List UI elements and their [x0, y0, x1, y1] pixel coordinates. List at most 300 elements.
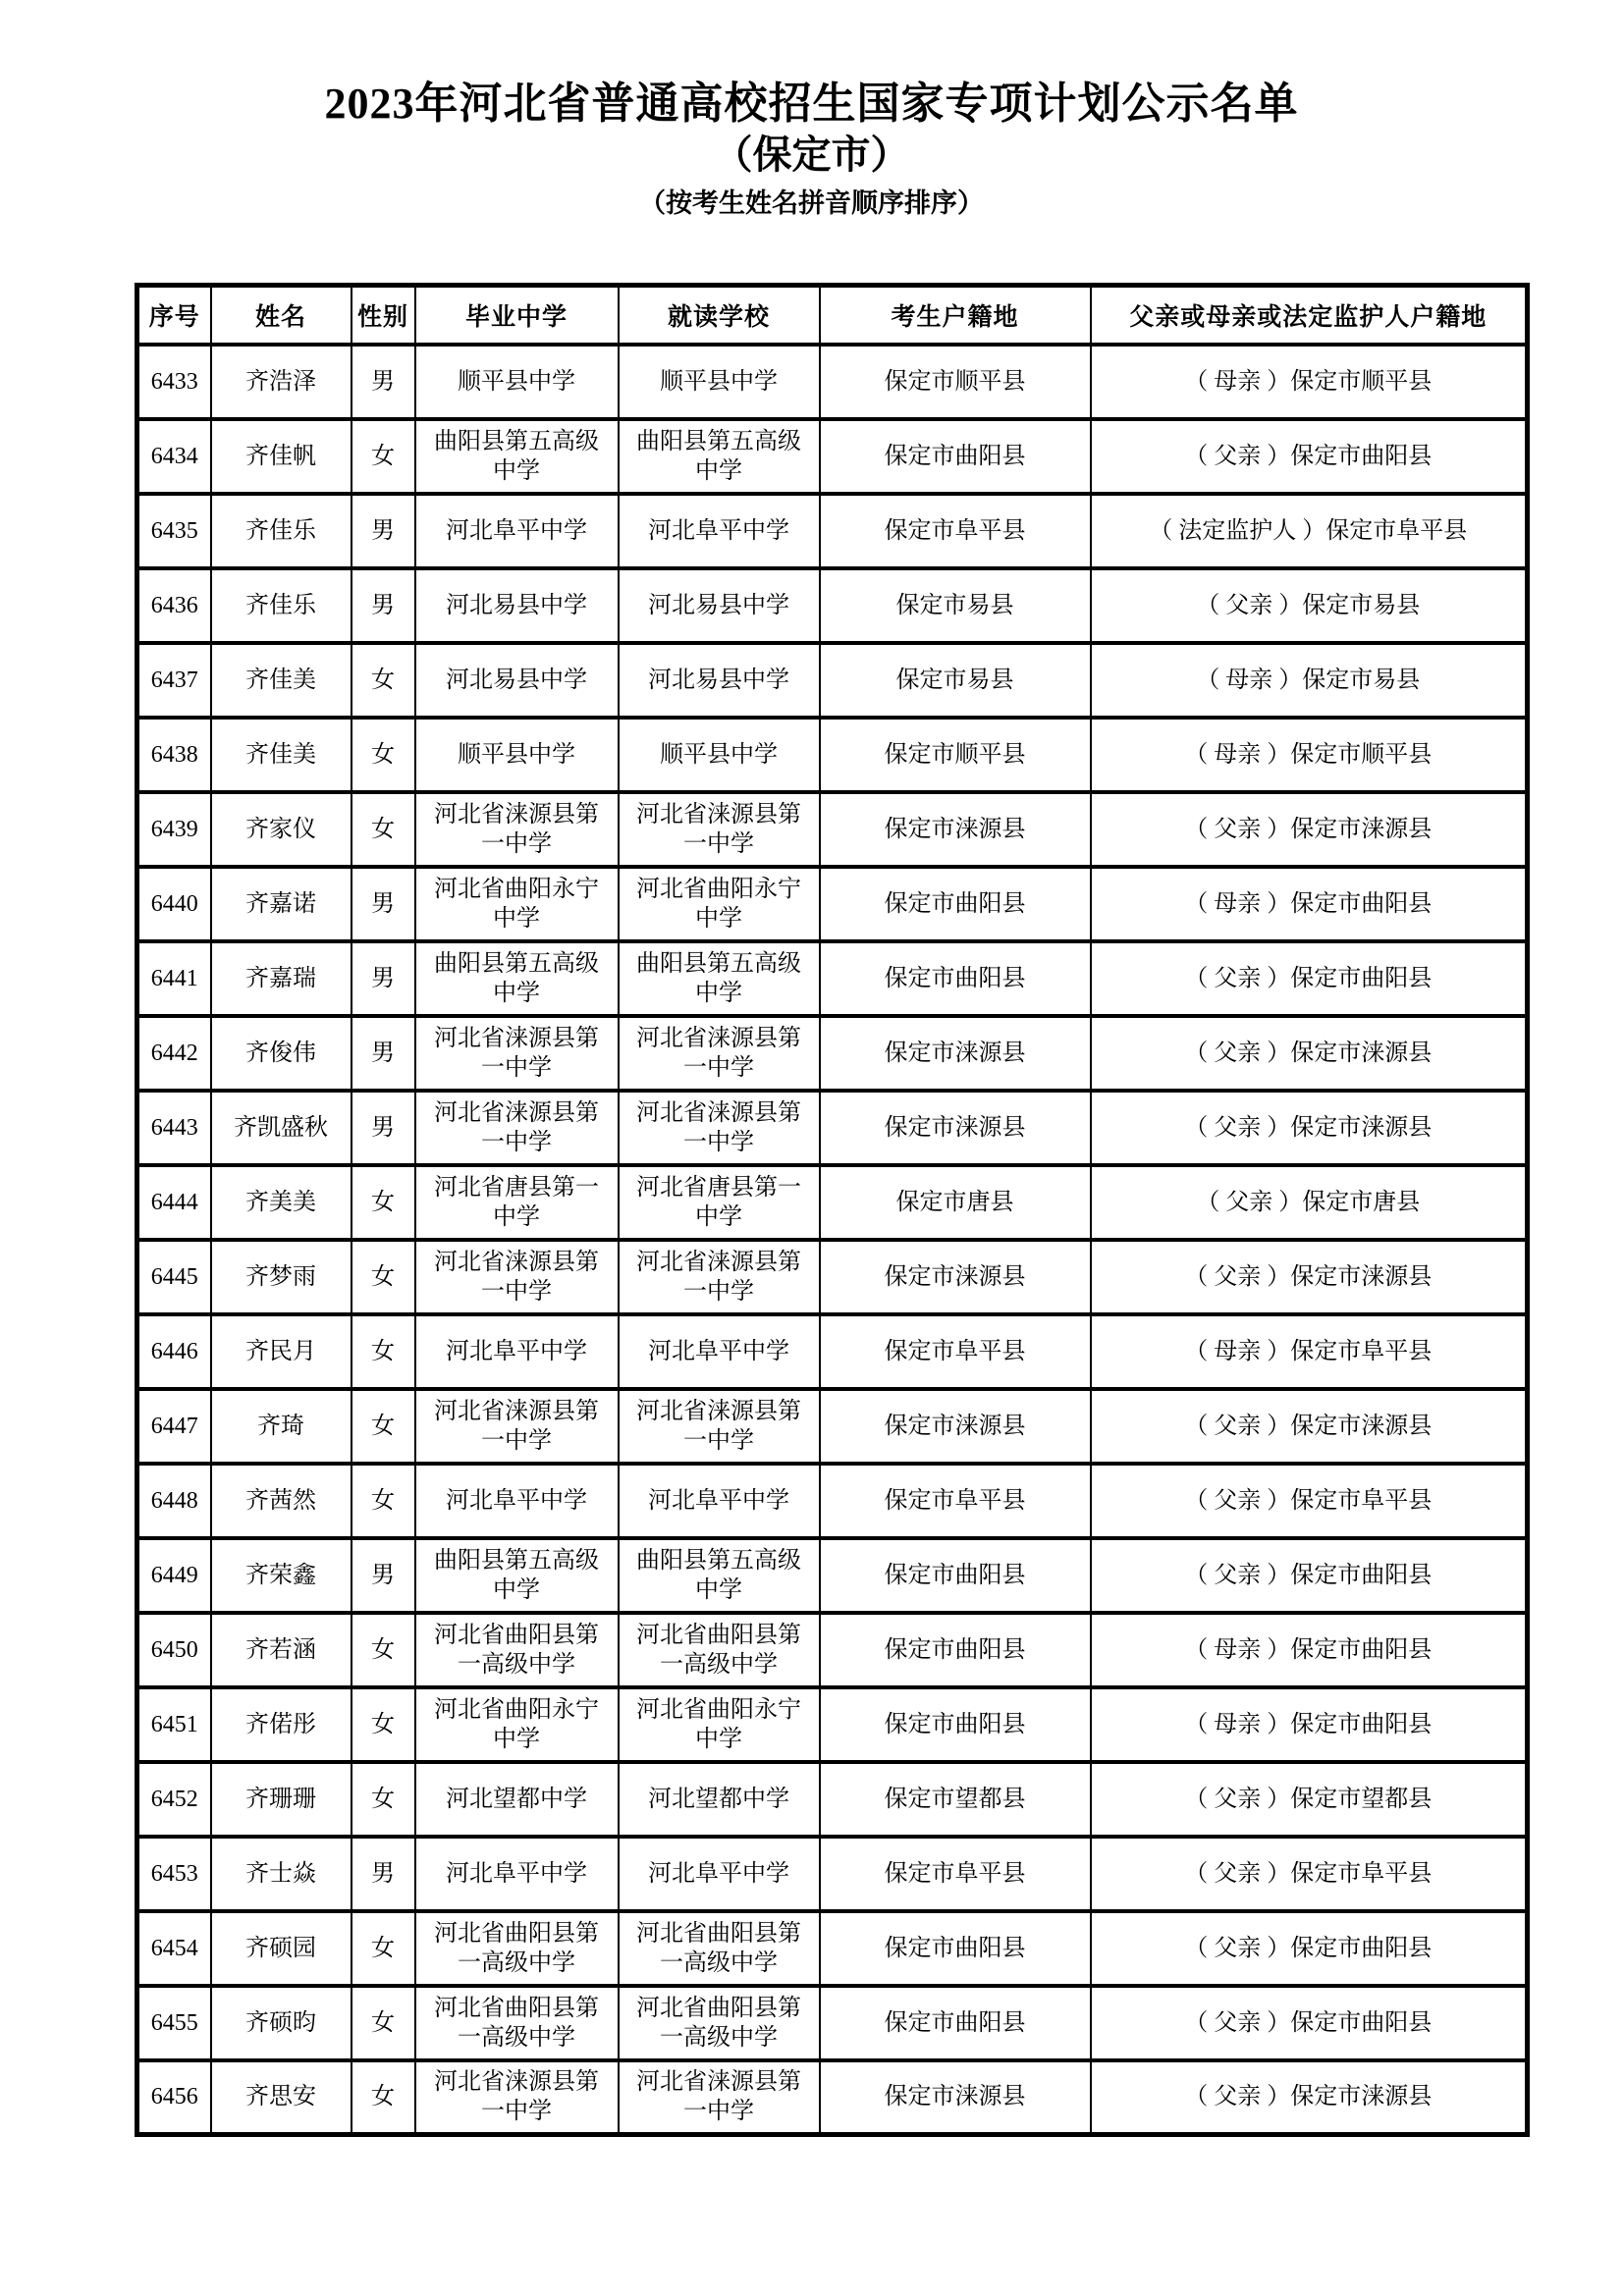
gender-text: 女 [371, 1935, 395, 1961]
guardian-residence-cell [1091, 1911, 1528, 1986]
page-title: 2023年河北省普通高校招生国家专项计划公示名单 [324, 80, 1299, 128]
grad-school-text: 河北省曲阳县第一高级中学 [434, 1920, 599, 1976]
serial-text: 6453 [150, 1860, 198, 1887]
name-text: 齐佳帆 [245, 443, 316, 469]
table-row [137, 1389, 1528, 1464]
grad-school-cell [415, 718, 619, 792]
gender-cell [352, 1911, 415, 1986]
serial-text: 6440 [150, 890, 198, 917]
serial-cell [137, 1687, 211, 1762]
attend-school-cell [619, 1091, 820, 1165]
attend-school-cell [619, 494, 820, 568]
name-text: 齐琦 [257, 1413, 304, 1439]
guardian-residence-text: （ 父亲 ）保定市涞源县 [1184, 1114, 1433, 1141]
guardian-residence-text: （ 父亲 ）保定市曲阳县 [1184, 1935, 1433, 1961]
table-body [137, 345, 1528, 2135]
name-cell [211, 1464, 352, 1538]
name-text: 齐凯盛秋 [234, 1114, 328, 1141]
gender-text: 女 [371, 1189, 395, 1215]
gender-text: 男 [371, 1860, 395, 1887]
gender-text: 女 [371, 667, 395, 693]
candidate-residence-cell [820, 1464, 1091, 1538]
table-row [137, 1837, 1528, 1911]
gender-text: 女 [371, 443, 395, 469]
guardian-residence-cell [1091, 867, 1528, 941]
gender-cell [352, 792, 415, 867]
candidate-residence-text: 保定市易县 [895, 592, 1014, 618]
gender-text: 女 [371, 1263, 395, 1290]
guardian-residence-text: （ 父亲 ）保定市涞源县 [1184, 816, 1433, 842]
candidate-residence-cell [820, 1016, 1091, 1091]
name-text: 齐家仪 [245, 816, 316, 842]
guardian-residence-text: （ 母亲 ）保定市曲阳县 [1184, 1711, 1433, 1737]
serial-text: 6449 [150, 1562, 198, 1588]
name-cell [211, 2060, 352, 2135]
table-row [137, 2060, 1528, 2135]
serial-text: 6436 [150, 592, 198, 618]
grad-school-text: 河北省涞源县第一中学 [434, 1398, 599, 1454]
serial-cell [137, 1538, 211, 1613]
candidate-residence-cell [820, 1613, 1091, 1687]
gender-text: 女 [371, 2084, 395, 2110]
grad-school-text: 河北省涞源县第一中学 [434, 2069, 599, 2125]
name-cell [211, 718, 352, 792]
grad-school-text: 河北望都中学 [446, 1786, 587, 1812]
grad-school-cell [415, 1837, 619, 1911]
attend-school-text: 河北省涞源县第一中学 [636, 1025, 801, 1081]
table-row [137, 1687, 1528, 1762]
grad-school-text: 河北省涞源县第一中学 [434, 1249, 599, 1305]
name-cell [211, 792, 352, 867]
gender-cell [352, 1464, 415, 1538]
attend-school-cell [619, 1240, 820, 1314]
attend-school-text: 河北易县中学 [648, 667, 789, 693]
gender-text: 男 [371, 1114, 395, 1141]
grad-school-cell [415, 1538, 619, 1613]
name-text: 齐荣鑫 [245, 1562, 316, 1588]
grad-school-text: 河北阜平中学 [446, 1860, 587, 1887]
serial-text: 6437 [150, 667, 198, 693]
grad-school-cell [415, 1464, 619, 1538]
grad-school-cell [415, 419, 619, 494]
guardian-residence-text: （ 父亲 ）保定市涞源县 [1184, 1040, 1433, 1066]
candidate-residence-text: 保定市涞源县 [884, 1114, 1026, 1141]
name-text: 齐若涵 [245, 1636, 316, 1663]
name-cell [211, 419, 352, 494]
candidate-residence-text: 保定市阜平县 [884, 1487, 1026, 1514]
candidate-residence-text: 保定市涞源县 [884, 2084, 1026, 2110]
candidate-residence-text: 保定市唐县 [895, 1189, 1014, 1215]
attend-school-text: 河北省涞源县第一中学 [636, 1398, 801, 1454]
attend-school-cell [619, 1016, 820, 1091]
serial-cell [137, 1762, 211, 1837]
gender-text: 女 [371, 1711, 395, 1737]
serial-text: 6443 [150, 1114, 198, 1141]
name-cell [211, 643, 352, 718]
table-row [137, 1613, 1528, 1687]
candidate-residence-text: 保定市曲阳县 [884, 1636, 1026, 1663]
grad-school-text: 河北省涞源县第一中学 [434, 801, 599, 857]
guardian-residence-text: （ 父亲 ）保定市涞源县 [1184, 2084, 1433, 2110]
gender-cell [352, 1389, 415, 1464]
serial-text: 6438 [150, 741, 198, 768]
attend-school-text: 曲阳县第五高级中学 [636, 1547, 801, 1603]
attend-school-cell [619, 643, 820, 718]
guardian-residence-cell [1091, 1986, 1528, 2060]
gender-cell [352, 1986, 415, 2060]
attend-school-text: 河北阜平中学 [648, 1338, 789, 1364]
candidate-residence-cell [820, 1389, 1091, 1464]
name-text: 齐美美 [245, 1189, 316, 1215]
guardian-residence-text: （ 父亲 ）保定市望都县 [1184, 1786, 1433, 1812]
guardian-residence-text: （ 母亲 ）保定市顺平县 [1184, 368, 1433, 395]
gender-cell [352, 1091, 415, 1165]
guardian-residence-cell [1091, 718, 1528, 792]
gender-cell [352, 419, 415, 494]
attend-school-text: 河北望都中学 [648, 1786, 789, 1812]
grad-school-cell [415, 1986, 619, 2060]
name-cell [211, 1911, 352, 1986]
gender-cell [352, 494, 415, 568]
gender-text: 男 [371, 965, 395, 991]
attend-school-cell [619, 1762, 820, 1837]
candidate-residence-text: 保定市顺平县 [884, 368, 1026, 395]
table-row [137, 1314, 1528, 1389]
serial-cell [137, 419, 211, 494]
serial-text: 6451 [150, 1711, 198, 1737]
attend-school-text: 河北省曲阳县第一高级中学 [636, 1995, 801, 2051]
candidate-residence-text: 保定市阜平县 [884, 1338, 1026, 1364]
grad-school-cell [415, 345, 619, 419]
grad-school-text: 曲阳县第五高级中学 [434, 950, 599, 1006]
guardian-residence-text: （ 父亲 ）保定市阜平县 [1184, 1860, 1433, 1887]
title-block [0, 0, 1623, 217]
table-row [137, 419, 1528, 494]
gender-text: 女 [371, 741, 395, 768]
attend-school-cell [619, 1538, 820, 1613]
candidate-residence-cell [820, 568, 1091, 643]
roster-table [135, 283, 1530, 2137]
grad-school-cell [415, 1165, 619, 1240]
serial-cell [137, 1389, 211, 1464]
serial-text: 6452 [150, 1786, 198, 1812]
name-text: 齐佳乐 [245, 517, 316, 544]
header-row [137, 286, 1528, 345]
attend-school-text: 河北省唐县第一中学 [636, 1174, 801, 1230]
candidate-residence-text: 保定市曲阳县 [884, 443, 1026, 469]
guardian-residence-cell [1091, 1016, 1528, 1091]
guardian-residence-text: （ 父亲 ）保定市曲阳县 [1184, 1562, 1433, 1588]
grad-school-text: 河北省涞源县第一中学 [434, 1025, 599, 1081]
guardian-residence-cell [1091, 1240, 1528, 1314]
header-attend-school: 就读学校 [619, 286, 820, 345]
name-text: 齐硕昀 [245, 2009, 316, 2036]
header-candidate-residence: 考生户籍地 [820, 286, 1091, 345]
grad-school-cell [415, 2060, 619, 2135]
grad-school-text: 河北省涞源县第一中学 [434, 1099, 599, 1155]
gender-cell [352, 718, 415, 792]
candidate-residence-cell [820, 1314, 1091, 1389]
serial-cell [137, 941, 211, 1016]
name-cell [211, 1314, 352, 1389]
guardian-residence-cell [1091, 1538, 1528, 1613]
guardian-residence-text: （ 母亲 ）保定市曲阳县 [1184, 890, 1433, 917]
attend-school-cell [619, 419, 820, 494]
guardian-residence-cell [1091, 1165, 1528, 1240]
attend-school-cell [619, 1687, 820, 1762]
sort-note: （按考生姓名拼音顺序排序） [639, 188, 984, 218]
table-row [137, 1986, 1528, 2060]
gender-cell [352, 1165, 415, 1240]
attend-school-text: 河北阜平中学 [648, 517, 789, 544]
name-text: 齐佳乐 [245, 592, 316, 618]
gender-cell [352, 1687, 415, 1762]
attend-school-text: 河北阜平中学 [648, 1860, 789, 1887]
candidate-residence-cell [820, 494, 1091, 568]
gender-cell [352, 1538, 415, 1613]
grad-school-cell [415, 643, 619, 718]
attend-school-cell [619, 2060, 820, 2135]
table-row [137, 792, 1528, 867]
candidate-residence-text: 保定市望都县 [884, 1786, 1026, 1812]
guardian-residence-text: （ 父亲 ）保定市曲阳县 [1184, 965, 1433, 991]
grad-school-text: 曲阳县第五高级中学 [434, 428, 599, 484]
guardian-residence-text: （ 母亲 ）保定市曲阳县 [1184, 1636, 1433, 1663]
serial-cell [137, 643, 211, 718]
grad-school-cell [415, 1091, 619, 1165]
candidate-residence-cell [820, 1986, 1091, 2060]
guardian-residence-text: （ 父亲 ）保定市曲阳县 [1184, 443, 1433, 469]
attend-school-cell [619, 345, 820, 419]
serial-text: 6446 [150, 1338, 198, 1364]
serial-cell [137, 2060, 211, 2135]
attend-school-cell [619, 1911, 820, 1986]
name-cell [211, 1986, 352, 2060]
attend-school-cell [619, 1464, 820, 1538]
grad-school-text: 河北易县中学 [446, 667, 587, 693]
header-name: 姓名 [211, 286, 352, 345]
attend-school-text: 河北省曲阳县第一高级中学 [636, 1622, 801, 1678]
name-cell [211, 1687, 352, 1762]
guardian-residence-cell [1091, 568, 1528, 643]
name-cell [211, 1091, 352, 1165]
grad-school-text: 河北省曲阳永宁中学 [434, 876, 599, 932]
serial-text: 6445 [150, 1263, 198, 1290]
grad-school-cell [415, 494, 619, 568]
candidate-residence-cell [820, 1091, 1091, 1165]
guardian-residence-cell [1091, 1091, 1528, 1165]
gender-cell [352, 1240, 415, 1314]
candidate-residence-text: 保定市涞源县 [884, 1413, 1026, 1439]
table-row [137, 568, 1528, 643]
attend-school-cell [619, 1389, 820, 1464]
gender-text: 男 [371, 592, 395, 618]
grad-school-cell [415, 1762, 619, 1837]
table-header [137, 286, 1528, 345]
table-row [137, 1762, 1528, 1837]
guardian-residence-text: （ 法定监护人 ）保定市阜平县 [1149, 517, 1468, 544]
name-text: 齐士焱 [245, 1860, 316, 1887]
gender-cell [352, 345, 415, 419]
attend-school-cell [619, 867, 820, 941]
guardian-residence-text: （ 父亲 ）保定市唐县 [1196, 1189, 1421, 1215]
candidate-residence-text: 保定市涞源县 [884, 1040, 1026, 1066]
table-row [137, 1464, 1528, 1538]
guardian-residence-cell [1091, 792, 1528, 867]
serial-text: 6455 [150, 2009, 198, 2036]
guardian-residence-cell [1091, 1464, 1528, 1538]
guardian-residence-cell [1091, 1314, 1528, 1389]
serial-cell [137, 792, 211, 867]
gender-cell [352, 1837, 415, 1911]
serial-cell [137, 867, 211, 941]
serial-text: 6444 [150, 1189, 198, 1215]
candidate-residence-cell [820, 1240, 1091, 1314]
grad-school-cell [415, 941, 619, 1016]
table-row [137, 1091, 1528, 1165]
serial-cell [137, 1986, 211, 2060]
grad-school-cell [415, 1016, 619, 1091]
attend-school-cell [619, 1314, 820, 1389]
serial-cell [137, 1165, 211, 1240]
gender-cell [352, 941, 415, 1016]
serial-text: 6454 [150, 1935, 198, 1961]
table-row [137, 643, 1528, 718]
attend-school-text: 曲阳县第五高级中学 [636, 950, 801, 1006]
grad-school-text: 顺平县中学 [458, 368, 575, 395]
grad-school-cell [415, 1240, 619, 1314]
guardian-residence-text: （ 母亲 ）保定市易县 [1196, 667, 1421, 693]
table-row [137, 718, 1528, 792]
guardian-residence-text: （ 父亲 ）保定市阜平县 [1184, 1487, 1433, 1514]
attend-school-cell [619, 1165, 820, 1240]
grad-school-text: 曲阳县第五高级中学 [434, 1547, 599, 1603]
table-row [137, 1911, 1528, 1986]
serial-cell [137, 345, 211, 419]
gender-cell [352, 1016, 415, 1091]
candidate-residence-cell [820, 718, 1091, 792]
attend-school-text: 河北易县中学 [648, 592, 789, 618]
attend-school-text: 河北省曲阳永宁中学 [636, 1696, 801, 1752]
name-cell [211, 1762, 352, 1837]
gender-text: 女 [371, 1636, 395, 1663]
grad-school-cell [415, 1911, 619, 1986]
candidate-residence-text: 保定市易县 [895, 667, 1014, 693]
candidate-residence-cell [820, 1687, 1091, 1762]
serial-cell [137, 494, 211, 568]
attend-school-text: 河北省曲阳县第一高级中学 [636, 1920, 801, 1976]
gender-cell [352, 867, 415, 941]
grad-school-text: 河北省唐县第一中学 [434, 1174, 599, 1230]
name-cell [211, 1165, 352, 1240]
guardian-residence-text: （ 父亲 ）保定市易县 [1196, 592, 1421, 618]
candidate-residence-cell [820, 941, 1091, 1016]
gender-text: 男 [371, 517, 395, 544]
name-text: 齐梦雨 [245, 1263, 316, 1290]
guardian-residence-cell [1091, 1762, 1528, 1837]
grad-school-cell [415, 1389, 619, 1464]
name-cell [211, 1837, 352, 1911]
attend-school-text: 河北阜平中学 [648, 1487, 789, 1514]
candidate-residence-text: 保定市曲阳县 [884, 965, 1026, 991]
guardian-residence-text: （ 父亲 ）保定市涞源县 [1184, 1413, 1433, 1439]
serial-text: 6439 [150, 816, 198, 842]
serial-cell [137, 568, 211, 643]
attend-school-text: 河北省涞源县第一中学 [636, 1249, 801, 1305]
serial-text: 6448 [150, 1487, 198, 1514]
name-text: 齐茜然 [245, 1487, 316, 1514]
guardian-residence-cell [1091, 1687, 1528, 1762]
gender-text: 女 [371, 1338, 395, 1364]
attend-school-text: 顺平县中学 [660, 741, 778, 768]
name-text: 齐珊珊 [245, 1786, 316, 1812]
guardian-residence-cell [1091, 419, 1528, 494]
guardian-residence-cell [1091, 494, 1528, 568]
gender-cell [352, 1314, 415, 1389]
gender-cell [352, 2060, 415, 2135]
candidate-residence-text: 保定市曲阳县 [884, 1935, 1026, 1961]
attend-school-text: 河北省涞源县第一中学 [636, 1099, 801, 1155]
guardian-residence-cell [1091, 1837, 1528, 1911]
gender-text: 男 [371, 1040, 395, 1066]
name-cell [211, 1389, 352, 1464]
name-text: 齐佳美 [245, 667, 316, 693]
candidate-residence-cell [820, 643, 1091, 718]
guardian-residence-cell [1091, 643, 1528, 718]
gender-text: 女 [371, 1786, 395, 1812]
candidate-residence-text: 保定市曲阳县 [884, 2009, 1026, 2036]
name-text: 齐嘉瑞 [245, 965, 316, 991]
header-gender: 性别 [352, 286, 415, 345]
gender-text: 女 [371, 2009, 395, 2036]
name-text: 齐俊伟 [245, 1040, 316, 1066]
table-row [137, 941, 1528, 1016]
grad-school-text: 河北阜平中学 [446, 1338, 587, 1364]
serial-text: 6441 [150, 965, 198, 991]
candidate-residence-text: 保定市曲阳县 [884, 1562, 1026, 1588]
guardian-residence-cell [1091, 2060, 1528, 2135]
grad-school-cell [415, 568, 619, 643]
name-cell [211, 941, 352, 1016]
serial-text: 6450 [150, 1636, 198, 1663]
attend-school-text: 顺平县中学 [660, 368, 778, 395]
grad-school-text: 河北省曲阳县第一高级中学 [434, 1622, 599, 1678]
gender-text: 男 [371, 1562, 395, 1588]
guardian-residence-cell [1091, 345, 1528, 419]
serial-text: 6433 [150, 368, 198, 395]
grad-school-text: 河北阜平中学 [446, 1487, 587, 1514]
serial-text: 6456 [150, 2084, 198, 2110]
name-text: 齐硕园 [245, 1935, 316, 1961]
serial-cell [137, 1613, 211, 1687]
name-text: 齐偌彤 [245, 1711, 316, 1737]
gender-text: 男 [371, 890, 395, 917]
table-row [137, 345, 1528, 419]
gender-text: 女 [371, 1487, 395, 1514]
grad-school-text: 河北阜平中学 [446, 517, 587, 544]
serial-text: 6435 [150, 517, 198, 544]
guardian-residence-text: （ 母亲 ）保定市阜平县 [1184, 1338, 1433, 1364]
serial-cell [137, 1464, 211, 1538]
serial-text: 6447 [150, 1413, 198, 1439]
guardian-residence-text: （ 母亲 ）保定市顺平县 [1184, 741, 1433, 768]
candidate-residence-text: 保定市涞源县 [884, 1263, 1026, 1290]
candidate-residence-cell [820, 419, 1091, 494]
candidate-residence-cell [820, 1762, 1091, 1837]
table-row [137, 1016, 1528, 1091]
candidate-residence-text: 保定市涞源县 [884, 816, 1026, 842]
name-cell [211, 345, 352, 419]
